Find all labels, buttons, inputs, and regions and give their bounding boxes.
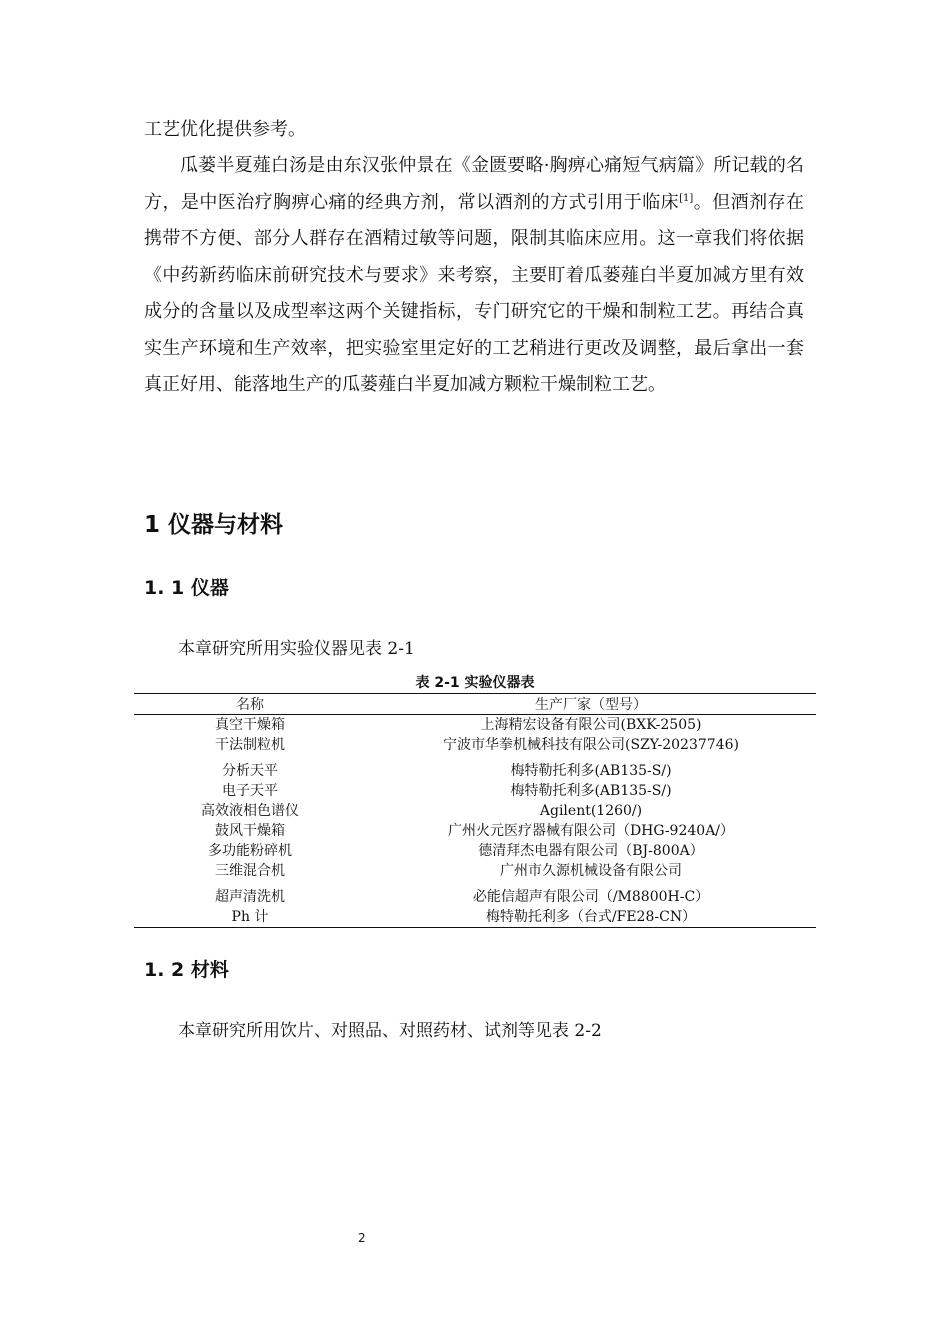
section-heading-1-2: 1. 2 材料 [144, 959, 229, 981]
table-row [134, 907, 816, 928]
instrument-name: Ph 计 [231, 909, 269, 925]
instrument-name: 超声清洗机 [215, 889, 285, 905]
table-caption: 表 2-1 实验仪器表 [415, 675, 535, 691]
instrument-manufacturer: 梅特勒托利多(AB135-S/) [510, 763, 672, 779]
instrument-manufacturer: 必能信超声有限公司（/M8800H-C） [472, 889, 710, 905]
citation-ref: [1] [679, 192, 694, 204]
table-row [134, 781, 816, 801]
table-row [134, 821, 816, 841]
instrument-name: 电子天平 [222, 783, 278, 799]
instrument-name: 高效液相色谱仪 [201, 803, 299, 819]
table-row [134, 801, 816, 821]
instrument-table [134, 693, 816, 928]
instrument-manufacturer: 宁波市华拳机械科技有限公司(SZY-20237746) [443, 737, 739, 753]
instrument-manufacturer: Agilent(1260/) [539, 803, 643, 819]
page-number: 2 [358, 1231, 366, 1245]
instruments-intro: 本章研究所用实验仪器见表 2-1 [178, 639, 415, 659]
section-heading-1: 1 仪器与材料 [144, 512, 284, 538]
instrument-name: 分析天平 [222, 763, 278, 779]
instrument-name: 鼓风干燥箱 [215, 823, 285, 839]
table-row [134, 715, 816, 736]
table-row [134, 735, 816, 755]
table-header-row [134, 694, 816, 715]
table-row [134, 755, 816, 781]
instrument-name: 真空干燥箱 [215, 717, 285, 733]
instrument-manufacturer: 广州火元医疗器械有限公司（DHG-9240A/） [447, 823, 735, 839]
paragraph-intro [144, 148, 804, 404]
instrument-name: 三维混合机 [215, 863, 285, 879]
table-row [134, 881, 816, 907]
section-heading-1-1: 1. 1 仪器 [144, 577, 229, 599]
paragraph-continuation: 工艺优化提供参考。 [144, 119, 306, 140]
paragraph-text-cont: 。但酒剂存在携带不方便、部分人群存在酒精过敏等问题，限制其临床应用。这一章我们将依据《中药新药临床前研究技术与要求》来考察，主要盯着瓜蒌薤白半夏加减方里有效成分的含量以及成型率这两个关键指标，专门研究它的干燥和制粒工艺。再结合真实生产环境和生产效率，把实验室里定好的工艺稍进行更改及调整，最后拿出一套真正好用、能落地生产的瓜蒌薤白半夏加减方颗粒干燥制粒工艺。 [144, 191, 805, 395]
materials-intro: 本章研究所用饮片、对照品、对照药材、试剂等见表 2-2 [178, 1021, 602, 1041]
table-row [134, 841, 816, 861]
instrument-manufacturer: 德清拜杰电器有限公司（BJ-800A） [478, 843, 704, 859]
header-name: 名称 [134, 694, 366, 715]
instrument-manufacturer: 梅特勒托利多（台式/FE28-CN） [485, 909, 697, 925]
instrument-manufacturer: 梅特勒托利多(AB135-S/) [510, 783, 672, 799]
instrument-manufacturer: 上海精宏设备有限公司(BXK-2505) [480, 717, 702, 733]
instrument-manufacturer: 广州市久源机械设备有限公司 [500, 863, 682, 879]
header-manufacturer: 生产厂家（型号） [366, 694, 816, 715]
instrument-name: 干法制粒机 [215, 737, 285, 753]
paragraph-text: 瓜蒌半夏薤白汤是由东汉张仲景在《金匮要略·胸痹心痛短气病篇》所记载的名方，是中医治疗胸痹心痛的经典方剂，常以酒剂的方式引用于临床 [144, 155, 804, 213]
instrument-name: 多功能粉碎机 [208, 843, 292, 859]
table-row [134, 861, 816, 881]
